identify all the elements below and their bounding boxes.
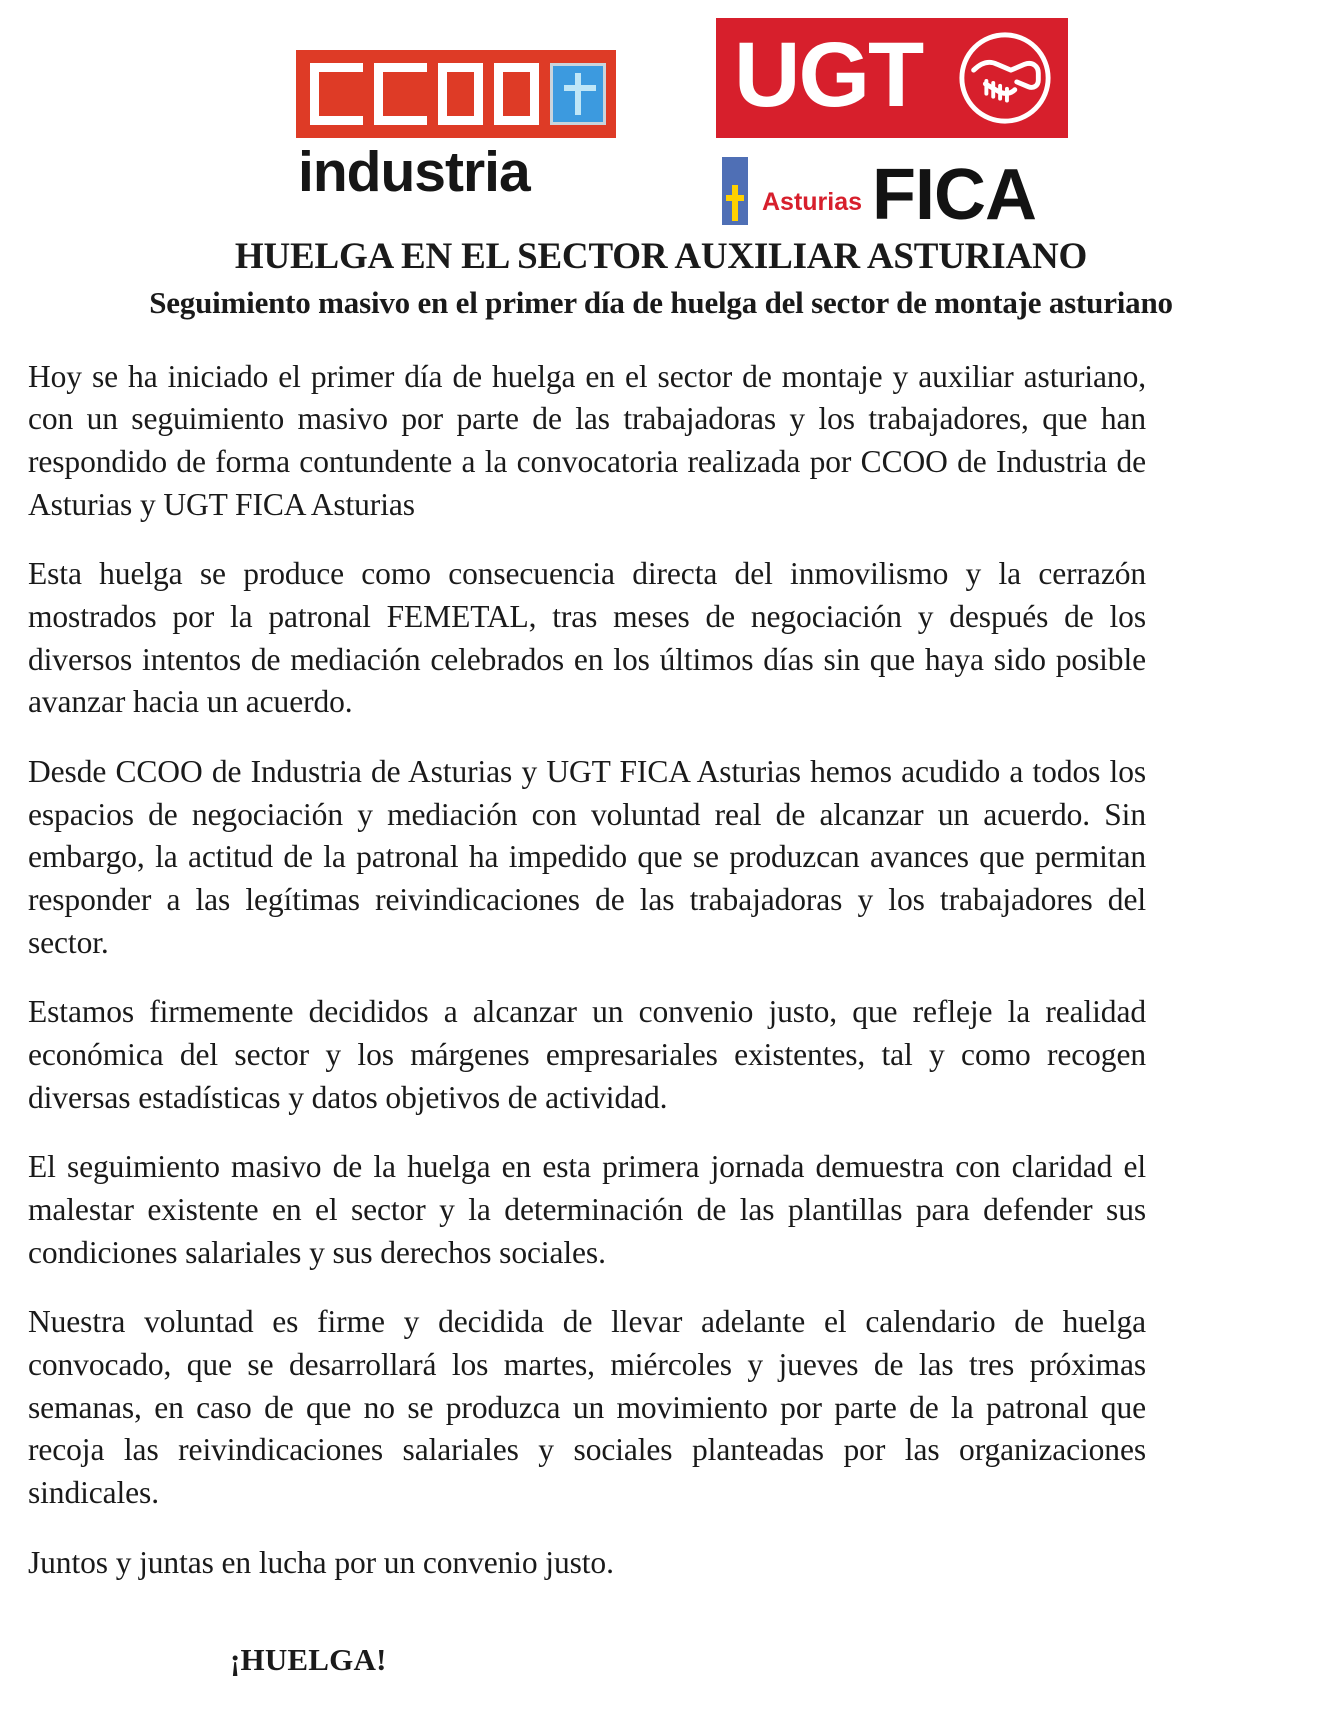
body-paragraph: Esta huelga se produce como consecuencia directa del inmovilismo y la cerrazón mostrados por la patronal FEMETAL, tras meses de negociación y después de los diversos intentos de mediación celebrados en los últimos días sin que haya sido posible avanzar hacia un acuerdo.	[28, 556, 1146, 720]
body-paragraph: Estamos firmemente decididos a alcanzar un convenio justo, que refleje la realidad económica del sector y los márgenes empresariales existentes, tal y como recogen diversas estadísticas y datos objetivos de actividad.	[28, 994, 1146, 1115]
fica-wordmark: FICA	[872, 154, 1037, 235]
document-body	[28, 356, 1146, 1585]
ugt-wordmark: UGT	[734, 24, 923, 126]
ccoo-industria-wordmark: industria	[298, 140, 530, 204]
logo-header	[0, 0, 1322, 235]
handshake-icon	[956, 29, 1054, 127]
ccoo-industria-logo	[296, 50, 634, 204]
body-paragraph: El seguimiento masivo de la huelga en esta primera jornada demuestra con claridad el malestar existente en el sector y la determinación de las plantillas para defender sus condiciones salariales y sus derechos sociales.	[28, 1149, 1146, 1270]
page-title: HUELGA EN EL SECTOR AUXILIAR ASTURIANO	[234, 236, 1088, 277]
cross-vertical-bar	[575, 73, 581, 115]
ugt-fica-logo	[716, 18, 1076, 235]
ugt-region-label: Asturias	[762, 188, 863, 216]
ccoo-wordmark-block	[296, 50, 616, 138]
ccoo-letter-o-2	[494, 63, 539, 125]
ccoo-letter-o-1	[438, 63, 483, 125]
body-paragraph: Hoy se ha iniciado el primer día de huelga en el sector de montaje y auxiliar asturiano, con un seguimiento masivo por parte de las trabajadoras y los trabajadores, que han respondido de forma contundente a la convocatoria realizada por CCOO de Industria de Asturias y UGT FICA Asturias	[28, 358, 1146, 522]
ccoo-letter-c-2	[374, 63, 427, 125]
asturias-flag-icon	[550, 63, 606, 125]
cross-horizontal-bar	[726, 195, 744, 201]
ugt-wordmark-block	[716, 18, 1068, 138]
closing-slogan: ¡HUELGA!	[230, 1642, 387, 1678]
cross-vertical-bar	[732, 185, 738, 221]
body-paragraph: Nuestra voluntad es firme y decidida de llevar adelante el calendario de huelga convocado, que se desarrollará los martes, miércoles y jueves de las tres próximas semanas, en caso de que no se produzca un movimiento por parte de la patronal que recoja las reivindicaciones salariales y sociales planteadas por las organizaciones sindicales.	[28, 1304, 1146, 1511]
cross-horizontal-bar	[564, 85, 596, 91]
body-paragraph: Juntos y juntas en lucha por un convenio justo.	[28, 1544, 614, 1580]
fica-row	[716, 147, 1076, 235]
ccoo-letter-c-1	[310, 63, 363, 125]
body-paragraph: Desde CCOO de Industria de Asturias y UGT FICA Asturias hemos acudido a todos los espacios de negociación y mediación con voluntad real de alcanzar un acuerdo. Sin embargo, la actitud de la patronal ha impedido que se produzcan avances que permitan responder a las legítimas reivindicaciones de las trabajadoras y los trabajadores del sector.	[28, 754, 1146, 960]
asturias-flag-icon	[722, 157, 748, 225]
page-subtitle: Seguimiento masivo en el primer día de huelga del sector de montaje asturiano	[149, 285, 1173, 321]
